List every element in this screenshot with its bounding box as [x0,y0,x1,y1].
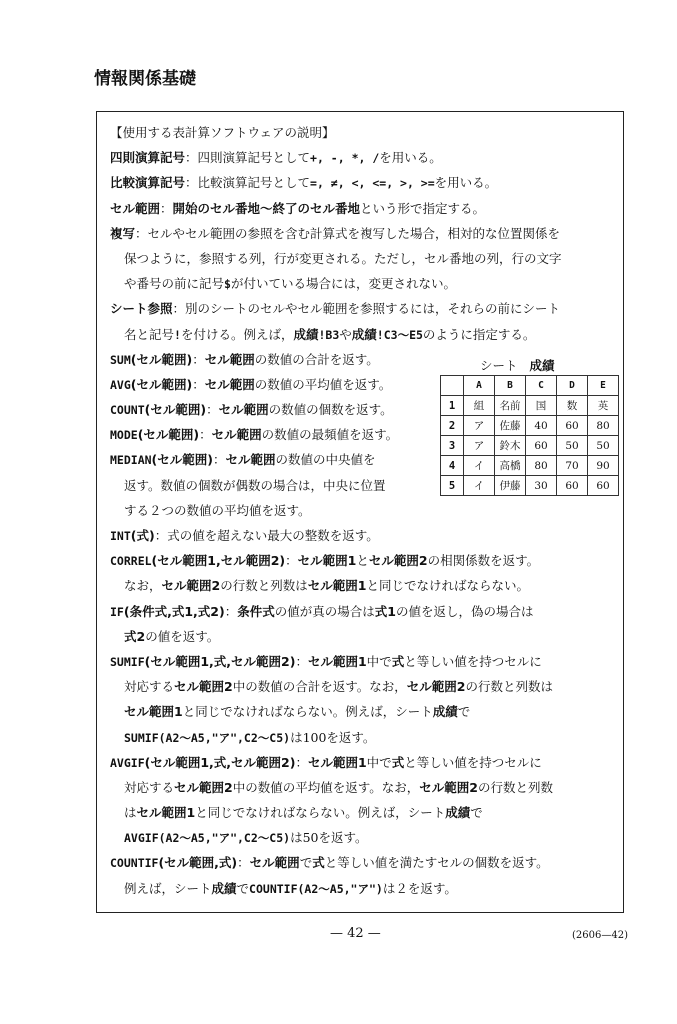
bold-segment: 式 [391,653,405,669]
sheet-column-header: A [464,376,495,396]
sheet-cell: ア [464,436,495,456]
text-segment: で [299,855,313,871]
text-segment: の相関係数を返す。 [427,553,540,569]
text-segment: ： [192,376,205,392]
text-segment: が付いている場合には，変更されない。 [230,276,456,292]
text-segment: の行数と列数 [477,779,553,795]
text-segment: の数値の中央値を [275,452,376,468]
text-segment: を用いる。 [379,150,442,166]
bold-segment: セル範囲1 [297,553,357,569]
sheet-column-header: E [588,376,619,396]
code-segment: AVGIF [110,755,145,770]
text-segment: を付ける。例えば， [180,326,294,342]
text-segment: 対応する [124,679,175,695]
text-segment: ： [285,553,298,569]
text-line [110,649,622,674]
text-segment: の値を返す。 [145,628,220,644]
text-line [110,624,622,649]
sheet-row-number: 4 [441,456,464,476]
bold-segment: 成績 [351,326,377,342]
text-segment: の行数と列数は [220,578,308,594]
text-segment: ： [199,427,212,443]
text-line [110,322,622,347]
bold-segment: セル範囲2 [406,679,466,695]
bold-segment: 成績 [211,880,237,896]
bold-segment: セル範囲 [225,452,276,468]
document-code: (2606—42) [572,930,628,941]
code-segment: !C3〜E5 [376,327,423,342]
text-segment: ： [212,452,226,468]
code-segment: COUNTIF [110,856,159,871]
bold-segment: シート参照 [110,301,173,317]
bold-segment: セル範囲 [211,427,262,443]
bold-segment: セル範囲1 [124,704,183,720]
text-segment: の値を返し，偽の場合は [395,603,534,619]
sheet-caption [480,356,555,374]
sheet-cell: 伊藤 [495,476,526,496]
text-segment: なお， [124,578,162,594]
code-segment: IF [110,604,124,619]
text-segment: 保つように，参照する列，行が変更される。ただし，セル番地の列，行の文字 [124,250,562,266]
text-line [110,674,622,699]
text-segment: ：四則演算記号として [185,150,311,166]
code-segment: MODE [110,428,138,443]
bold-segment: セル範囲2 [174,779,233,795]
text-segment: の数値の最頻値を返す。 [261,427,399,443]
code-segment: CORREL [110,554,152,569]
text-segment: の数値の平均値を返す。 [254,376,392,392]
sheet-row [441,416,619,436]
text-line [110,876,622,901]
text-line [110,196,622,221]
text-segment: は２を返す。 [382,880,457,896]
code-segment: AVGIF(A2〜A5,"ア",C2〜C5) [124,831,291,846]
sheet-cell: 鈴木 [495,436,526,456]
bold-segment: (セル範囲) [144,402,207,418]
code-segment: +, -, *, / [310,151,380,166]
text-line [110,725,622,750]
page-number: — 42 — [330,926,381,941]
bold-segment: (セル範囲,式) [158,855,238,871]
sheet-cell: 佐藤 [495,416,526,436]
text-segment: と等しい値を持つセルに [404,754,542,770]
text-segment: と等しい値を満たすセルの個数を返す。 [324,855,549,871]
text-segment: の行数と列数は [465,679,553,695]
sheet-row [441,456,619,476]
text-line [110,850,622,875]
code-segment: INT [110,529,131,543]
text-segment: と等しい値を持つセルに [404,653,542,669]
code-segment: SUM [110,352,131,367]
bold-segment: 式2 [124,628,146,644]
text-line [110,246,622,271]
text-segment: 例えば，シート [124,880,212,896]
text-line [110,775,622,800]
sheet-header-row [441,376,619,396]
sheet-cell: 30 [526,476,557,496]
grade-sheet-table [440,375,619,496]
sheet-cell: 60 [557,476,588,496]
code-segment: $ [224,277,231,292]
text-line [110,599,622,624]
text-segment: で [457,704,471,720]
text-segment: ： [160,200,173,216]
sheet-column-header: C [526,376,557,396]
text-segment: の値が真の場合は [274,603,375,619]
text-segment: は50を返す。 [290,830,368,846]
text-segment: で [470,805,483,821]
sheet-row-number: 2 [441,416,464,436]
sheet-name: 成績 [529,358,555,373]
bold-segment: セル範囲2 [368,553,428,569]
bold-segment: セル範囲 [218,402,269,418]
text-line [110,699,622,724]
text-segment: と [356,553,369,569]
bold-segment: セル範囲2 [161,578,221,594]
bold-segment: セル範囲1 [307,754,367,770]
text-segment: ：式の値を超えない最大の整数を返す。 [154,528,379,543]
text-segment: 中の数値の平均値を返す。なお， [232,779,420,795]
sheet-cell: ア [464,416,495,436]
sheet-cell: 英 [588,396,619,416]
bold-segment: セル範囲1 [307,578,367,594]
text-segment: 中の数値の合計を返す。なお， [232,679,407,695]
text-segment: という形で指定する。 [360,200,486,216]
sheet-cell: 50 [588,436,619,456]
text-segment: 対応する [124,779,175,795]
code-segment: COUNTIF(A2〜A5,"ア") [249,881,383,896]
code-segment: =, ≠, <, <=, >, >= [310,176,435,191]
bold-segment: 比較演算記号 [110,175,186,191]
sheet-cell: 80 [526,456,557,476]
text-segment: 名と記号 [124,326,175,342]
text-line [110,145,622,170]
text-line [110,548,622,573]
text-segment: の数値の合計を返す。 [254,351,379,367]
sheet-cell: 60 [588,476,619,496]
sheet-row-number: 5 [441,476,464,496]
text-segment: ： [295,653,308,669]
text-segment: と同じでなければならない。 [366,578,529,594]
bold-segment: (セル範囲1,式,セル範囲2) [144,653,296,669]
text-segment: で [236,880,250,896]
sheet-cell: イ [464,456,495,476]
bold-segment: セル範囲1 [307,653,367,669]
text-line [110,750,622,775]
text-line [110,221,622,246]
sheet-cell: 60 [557,416,588,436]
sheet-row [441,436,619,456]
sheet-column-header: D [557,376,588,396]
bold-segment: 複写 [110,225,136,241]
bold-segment: セル範囲 [204,376,255,392]
text-segment: ： [224,603,238,619]
bold-segment: (セル範囲) [137,427,200,443]
bold-segment: (セル範囲1,セル範囲2) [151,553,286,569]
text-segment: 返す。数値の個数が偶数の場合は，中央に位置 [124,477,386,493]
text-segment: ：比較演算記号として [185,175,311,191]
text-segment: の数値の個数を返す。 [268,402,393,418]
sheet-cell: 名前 [495,396,526,416]
bold-segment: セル範囲1 [136,805,196,821]
code-segment: SUMIF(A2〜A5,"ア",C2〜C5) [124,730,291,745]
bold-segment: 成績 [432,704,458,720]
text-segment: は [124,805,137,821]
sheet-cell: 80 [588,416,619,436]
text-segment: ：別のシートのセルやセル範囲を参照するには，それらの前にシート [172,301,561,317]
text-line [110,825,622,850]
sheet-corner-cell [441,376,464,396]
sheet-label: シート [480,358,518,373]
text-line [110,170,622,195]
bold-segment: 条件式 [237,603,275,619]
text-line [110,573,622,598]
bold-segment: 式1 [374,603,396,619]
sheet-column-header: B [495,376,526,396]
bold-segment: セル範囲 [110,200,161,216]
text-segment: や番号の前に記号 [124,276,225,292]
text-segment: ：セルやセル範囲の参照を含む計算式を複写した場合，相対的な位置関係を [135,225,561,241]
sheet-cell: 組 [464,396,495,416]
sheet-cell: 国 [526,396,557,416]
bold-segment: (セル範囲1,式,セル範囲2) [144,754,296,770]
sheet-row-number: 1 [441,396,464,416]
bold-segment: 開始のセル番地〜終了のセル番地 [172,200,361,216]
text-segment: は100を返す。 [290,729,376,745]
sheet-row [441,396,619,416]
sheet-row [441,476,619,496]
sheet-cell: 60 [526,436,557,456]
text-segment: と同じでなければならない。例えば，シート [182,704,433,720]
bold-segment: 成績 [293,326,319,342]
text-segment: や [339,326,352,342]
bold-segment: 四則演算記号 [110,150,186,166]
text-line [110,800,622,825]
bold-segment: 成績 [445,805,471,821]
bold-segment: (セル範囲) [130,351,193,367]
bold-segment: (条件式,式1,式2) [123,603,225,619]
text-segment: 中で [366,754,392,770]
text-segment: のように指定する。 [422,326,536,342]
text-line [110,523,622,548]
text-segment: ： [192,351,205,367]
bold-segment: セル範囲 [204,351,255,367]
explanation-text [110,120,622,901]
code-segment: AVG [110,377,131,392]
sheet-cell: 40 [526,416,557,436]
text-segment: を用いる。 [434,175,498,191]
code-segment: SUMIF [110,654,145,669]
text-line [110,271,622,296]
text-segment: ： [237,855,250,871]
bold-segment: (セル範囲) [151,452,213,468]
sheet-cell: 高橋 [495,456,526,476]
bold-segment: (セル範囲) [130,376,193,392]
text-line [110,296,622,321]
bold-segment: セル範囲 [249,855,300,871]
bold-segment: 式 [391,754,405,770]
bold-segment: 式 [312,855,325,871]
text-segment: ： [206,402,219,418]
bold-segment: セル範囲2 [174,679,233,695]
code-segment: ! [174,327,181,342]
sheet-cell: 70 [557,456,588,476]
text-line [110,498,622,523]
sheet-row-number: 3 [441,436,464,456]
sheet-cell: イ [464,476,495,496]
code-segment: MEDIAN [110,453,152,468]
text-segment: と同じでなければならない。例えば，シート [195,805,446,821]
text-segment: する２つの数値の平均値を返す。 [124,502,311,518]
text-segment: ： [295,754,308,770]
text-segment: 【使用する表計算ソフトウェアの説明】 [110,125,335,140]
sheet-cell: 50 [557,436,588,456]
code-segment: COUNT [110,403,145,418]
code-segment: !B3 [318,327,340,342]
bold-segment: セル範囲2 [419,779,478,795]
page-title: 情報関係基礎 [94,69,196,89]
bold-segment: (式) [130,528,155,543]
sheet-cell: 数 [557,396,588,416]
text-line [110,120,622,145]
sheet-cell: 90 [588,456,619,476]
text-segment: 中で [366,653,392,669]
